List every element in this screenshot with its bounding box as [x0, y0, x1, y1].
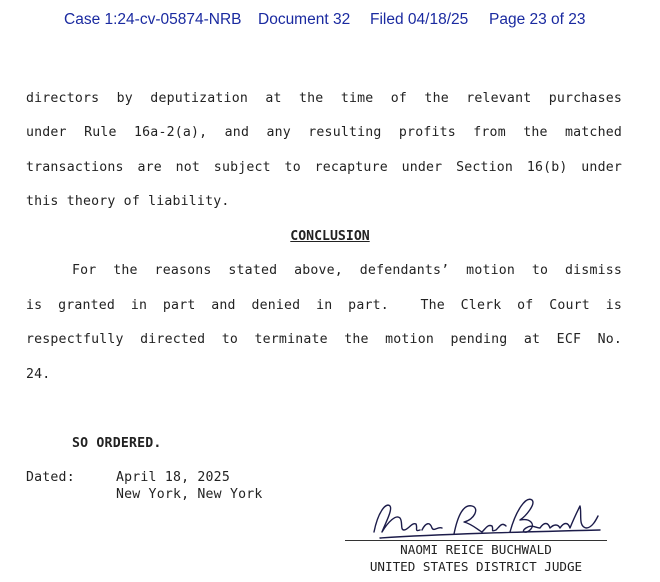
conclusion-heading: CONCLUSION — [290, 229, 370, 244]
body-line: respectfully directed to terminate the motion pending at ECF No. — [26, 332, 622, 347]
date-value: April 18, 2025 — [116, 470, 230, 485]
filed-date: Filed 04/18/25 — [370, 11, 469, 28]
body-line: directors by deputization at the time of the relevant purchases — [26, 91, 622, 106]
document-number: Document 32 — [258, 11, 351, 28]
body-line: For the reasons stated above, defendants’ motion to dismiss — [72, 263, 622, 278]
page-number: Page 23 of 23 — [489, 11, 586, 28]
dated-label: Dated: — [26, 470, 75, 485]
section-heading — [0, 229, 660, 244]
handwritten-signature — [360, 492, 610, 544]
body-line: under Rule 16a-2(a), and any resulting profits from the matched — [26, 125, 622, 140]
judge-name: NAOMI REICE BUCHWALD — [400, 542, 552, 557]
body-line: this theory of liability. — [26, 194, 230, 209]
signature-line — [345, 540, 607, 541]
body-line: 24. — [26, 367, 51, 382]
so-ordered: SO ORDERED. — [72, 436, 162, 451]
body-line: transactions are not subject to recapture under Section 16(b) under — [26, 160, 622, 175]
body-line: is granted in part and denied in part. The Clerk of Court is — [26, 298, 622, 313]
case-number: Case 1:24-cv-05874-NRB — [64, 11, 242, 28]
place-value: New York, New York — [116, 487, 263, 502]
judge-title: UNITED STATES DISTRICT JUDGE — [369, 559, 583, 574]
